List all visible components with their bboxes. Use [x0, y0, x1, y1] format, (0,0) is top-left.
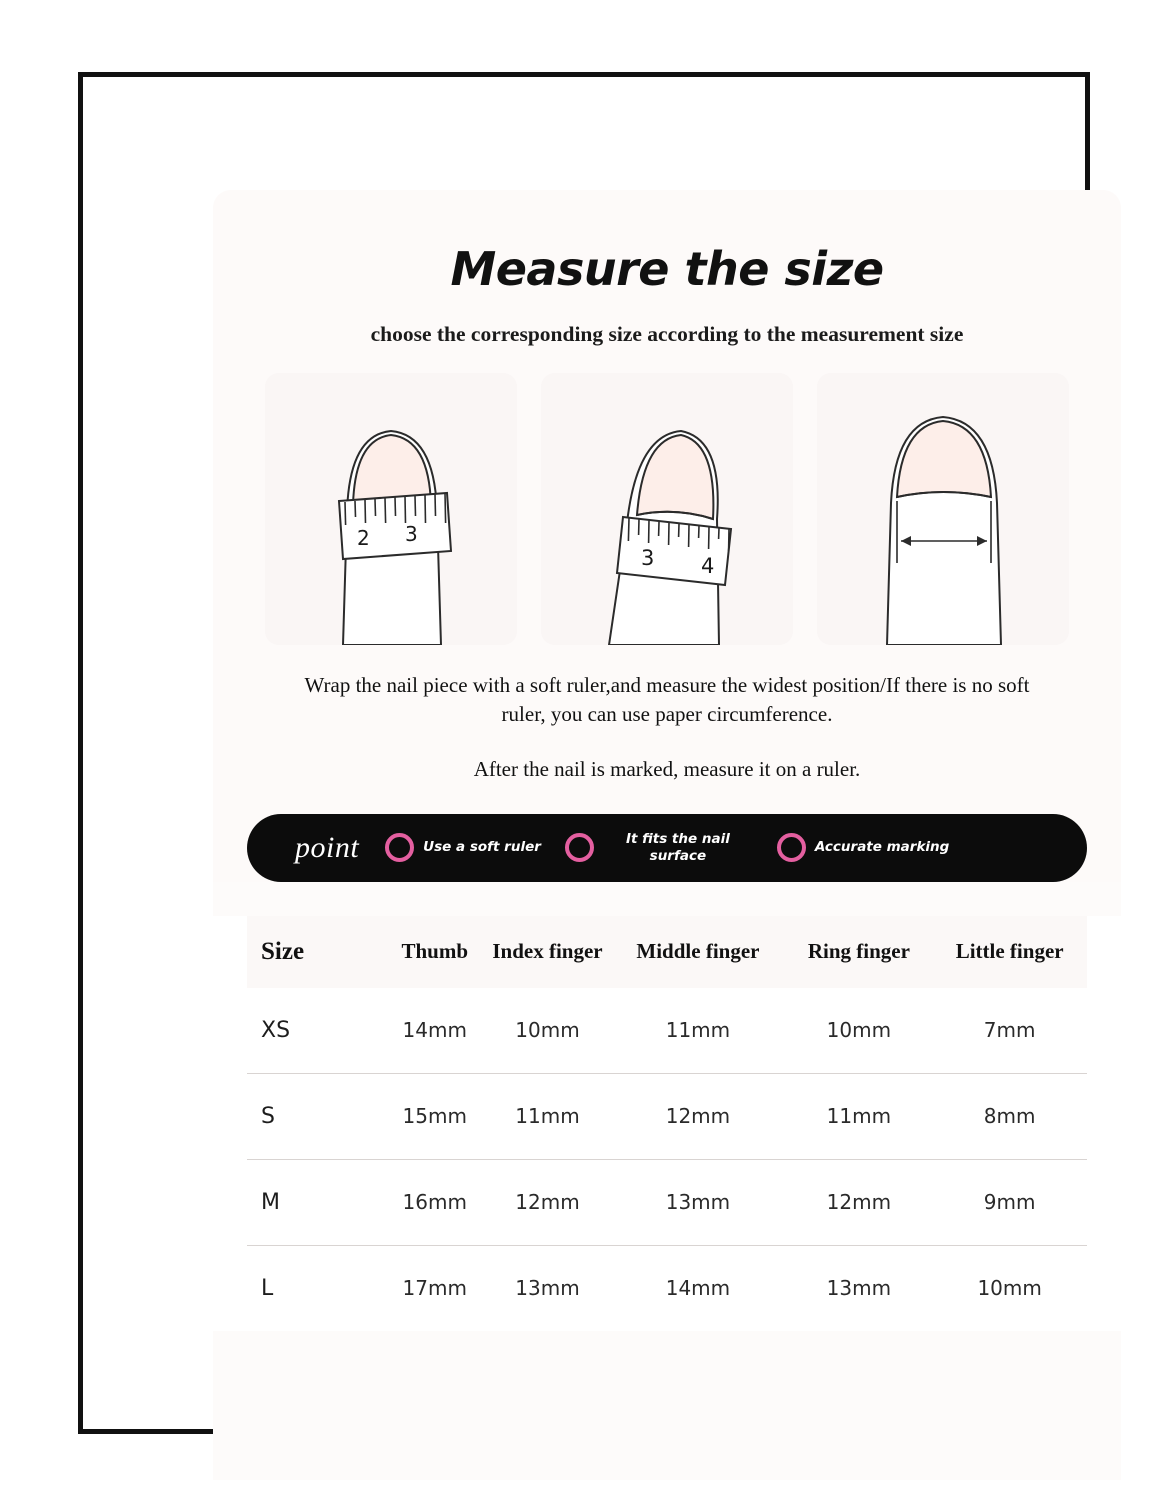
photo-row: [213, 373, 1121, 645]
size-table-section: [213, 916, 1121, 1331]
finger-ruler-illustration-2: [541, 373, 793, 645]
top-section: [213, 190, 1121, 882]
point-bar: [247, 814, 1087, 882]
point-item-1: [385, 833, 541, 862]
content-card: [213, 190, 1121, 1480]
point-item-label: It fits the nail surface: [625, 831, 730, 864]
point-item-2: [565, 831, 753, 865]
cell-ring: 13mm: [785, 1245, 932, 1331]
instructions: [213, 645, 1121, 784]
svg-text:4: 4: [701, 554, 715, 578]
page-title: Measure the size: [450, 242, 884, 296]
bullet-dot-icon: [565, 833, 594, 862]
table-row: [247, 1159, 1087, 1245]
cell-little: 9mm: [932, 1159, 1087, 1245]
column-header-little-finger: Little finger: [932, 916, 1087, 988]
finger-ruler-illustration-1: [265, 373, 517, 645]
cell-size: L: [247, 1245, 385, 1331]
page-subtitle: choose the corresponding size according to the measurement size: [370, 322, 964, 346]
size-table-body: [247, 988, 1087, 1331]
point-label: point: [295, 830, 360, 864]
cell-little: 8mm: [932, 1073, 1087, 1159]
poster-frame: [78, 72, 1090, 1434]
photo-finger-with-soft-ruler-2: [541, 373, 793, 645]
cell-middle: 14mm: [610, 1245, 785, 1331]
svg-text:3: 3: [641, 546, 655, 570]
finger-width-illustration: [817, 373, 1069, 645]
point-item-label: Use a soft ruler: [423, 839, 541, 856]
cell-index: 13mm: [484, 1245, 610, 1331]
cell-thumb: 16mm: [385, 1159, 484, 1245]
cell-index: 10mm: [515, 1018, 580, 1043]
cell-thumb: 17mm: [385, 1245, 484, 1331]
point-item-label: Accurate marking: [814, 839, 950, 856]
cell-ring: 12mm: [785, 1159, 932, 1245]
instruction-line-1: Wrap the nail piece with a soft ruler,and measure the widest position/If there is no soft ruler, you can use paper circumference.: [304, 673, 1030, 726]
instruction-line-2: After the nail is marked, measure it on a ruler.: [473, 756, 861, 781]
cell-index: 11mm: [484, 1073, 610, 1159]
size-table-head: [247, 916, 1087, 988]
photo-finger-width-arrow: [817, 373, 1069, 645]
table-row: [247, 988, 1087, 1074]
cell-index: 12mm: [484, 1159, 610, 1245]
bullet-dot-icon: [777, 833, 806, 862]
column-header-thumb: Thumb: [385, 916, 484, 988]
svg-text:3: 3: [405, 522, 418, 546]
table-row: [247, 1245, 1087, 1331]
cell-ring: 11mm: [785, 1073, 932, 1159]
cell-size: XS: [261, 1017, 291, 1043]
column-header-middle-finger: Middle finger: [610, 916, 785, 988]
cell-thumb: 15mm: [385, 1073, 484, 1159]
svg-text:2: 2: [357, 526, 370, 550]
cell-size: S: [247, 1073, 385, 1159]
size-table: [247, 916, 1087, 1331]
cell-little: 7mm: [983, 1018, 1036, 1043]
column-header-size: Size: [247, 916, 385, 988]
cell-middle: 11mm: [665, 1018, 731, 1043]
bullet-dot-icon: [385, 833, 414, 862]
cell-size: M: [247, 1159, 385, 1245]
cell-middle: 12mm: [610, 1073, 785, 1159]
cell-little: 10mm: [932, 1245, 1087, 1331]
table-header-row: [247, 916, 1087, 988]
point-item-3: [777, 833, 949, 862]
photo-finger-with-soft-ruler-1: [265, 373, 517, 645]
cell-thumb: 14mm: [402, 1018, 467, 1043]
column-header-index-finger: Index finger: [484, 916, 610, 988]
cell-ring: 10mm: [826, 1018, 892, 1043]
cell-middle: 13mm: [610, 1159, 785, 1245]
table-row: [247, 1073, 1087, 1159]
column-header-ring-finger: Ring finger: [785, 916, 932, 988]
